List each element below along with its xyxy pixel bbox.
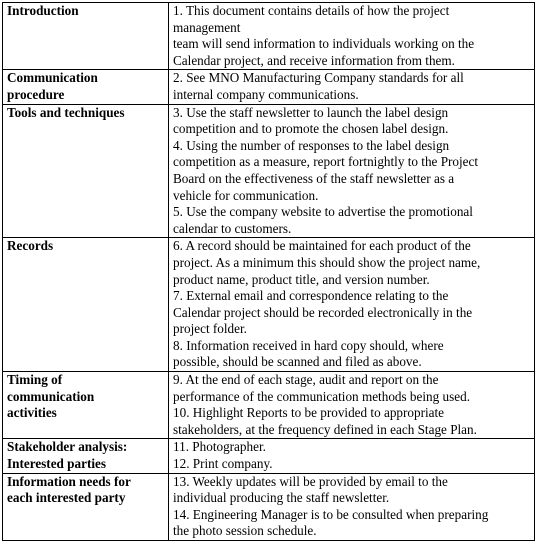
row-content-cell — [169, 473, 535, 540]
row-label-cell — [3, 238, 169, 372]
row-content-line: 11. Photographer. — [173, 439, 266, 455]
row-content-line: 10. Highlight Reports to be provided to appropriate — [173, 405, 445, 421]
row-content-line: the photo session schedule. — [173, 523, 317, 539]
row-content-line: vehicle for communication. — [173, 187, 319, 203]
table-row — [3, 238, 535, 372]
table-row — [3, 70, 535, 104]
row-content-line: management — [173, 19, 241, 35]
row-content-line: stakeholders, at the frequency defined in each Stage Plan. — [173, 421, 477, 437]
row-content-cell — [169, 3, 535, 70]
row-label-line: Interested parties — [7, 456, 107, 472]
row-content-line: internal company communications. — [173, 86, 359, 102]
row-label-line: Tools and techniques — [7, 104, 125, 120]
row-label-cell — [3, 439, 169, 473]
row-content-cell — [169, 104, 535, 238]
row-label-line: Stakeholder analysis: — [7, 439, 128, 455]
row-content-line: 6. A record should be maintained for each product of the — [173, 238, 471, 254]
row-content-line: Calendar project, and receive information from them. — [173, 52, 455, 68]
row-label-line: procedure — [7, 86, 65, 102]
table-row — [3, 3, 535, 70]
row-content-cell — [169, 439, 535, 473]
row-content-line: 7. External email and correspondence relating to the — [173, 288, 449, 304]
row-content-line: 2. See MNO Manufacturing Company standards for all — [173, 70, 464, 86]
row-label-line: activities — [7, 405, 57, 421]
row-label-line: Records — [7, 238, 54, 254]
table-row — [3, 473, 535, 540]
row-label-cell — [3, 70, 169, 104]
row-content-line: project folder. — [173, 321, 247, 337]
row-label-line: Communication — [7, 70, 98, 86]
row-label-line: communication — [7, 388, 95, 404]
table-row — [3, 104, 535, 238]
row-content-line: team will send information to individuals working on the — [173, 36, 475, 52]
row-content-line: Board on the effectiveness of the staff newsletter as a — [173, 170, 455, 186]
row-content-line: possible, should be scanned and filed as above. — [173, 354, 422, 370]
table-row — [3, 439, 535, 473]
row-content-line: 1. This document contains details of how the project — [173, 3, 450, 18]
row-content-line: 14. Engineering Manager is to be consulted when preparing — [173, 506, 489, 522]
row-content-line: project. As a minimum this should show the project name, — [173, 254, 481, 270]
row-label-line: each interested party — [7, 490, 126, 506]
row-content-cell — [169, 372, 535, 439]
row-content-line: 13. Weekly updates will be provided by email to the — [173, 473, 448, 489]
row-content-line: individual producing the staff newsletter. — [173, 490, 390, 506]
row-content-line: competition and to promote the chosen label design. — [173, 121, 449, 137]
row-content-line: 8. Information received in hard copy should, where — [173, 337, 444, 353]
row-content-line: 3. Use the staff newsletter to launch the label design — [173, 104, 449, 120]
row-content-line: Calendar project should be recorded electronically in the — [173, 304, 473, 320]
row-content-line: 5. Use the company website to advertise the promotional — [173, 204, 473, 220]
row-label-cell — [3, 372, 169, 439]
row-label-cell — [3, 104, 169, 238]
row-content-line: 9. At the end of each stage, audit and report on the — [173, 372, 439, 388]
row-content-line: calendar to customers. — [173, 220, 292, 236]
row-content-line: product name, product title, and version number. — [173, 271, 430, 287]
row-label-line: Information needs for — [7, 473, 131, 489]
row-label-line: Timing of — [7, 372, 63, 388]
communication-plan-table — [2, 2, 535, 541]
row-content-line: competition as a measure, report fortnightly to the Project — [173, 154, 479, 170]
row-label-line: Introduction — [7, 3, 79, 18]
row-content-cell — [169, 238, 535, 372]
row-content-line: 4. Using the number of responses to the label design — [173, 137, 450, 153]
row-label-cell — [3, 473, 169, 540]
communication-plan-document — [2, 2, 534, 541]
row-label-cell — [3, 3, 169, 70]
row-content-line: 12. Print company. — [173, 456, 273, 472]
row-content-line: performance of the communication methods being used. — [173, 388, 470, 404]
row-content-cell — [169, 70, 535, 104]
table-row — [3, 372, 535, 439]
